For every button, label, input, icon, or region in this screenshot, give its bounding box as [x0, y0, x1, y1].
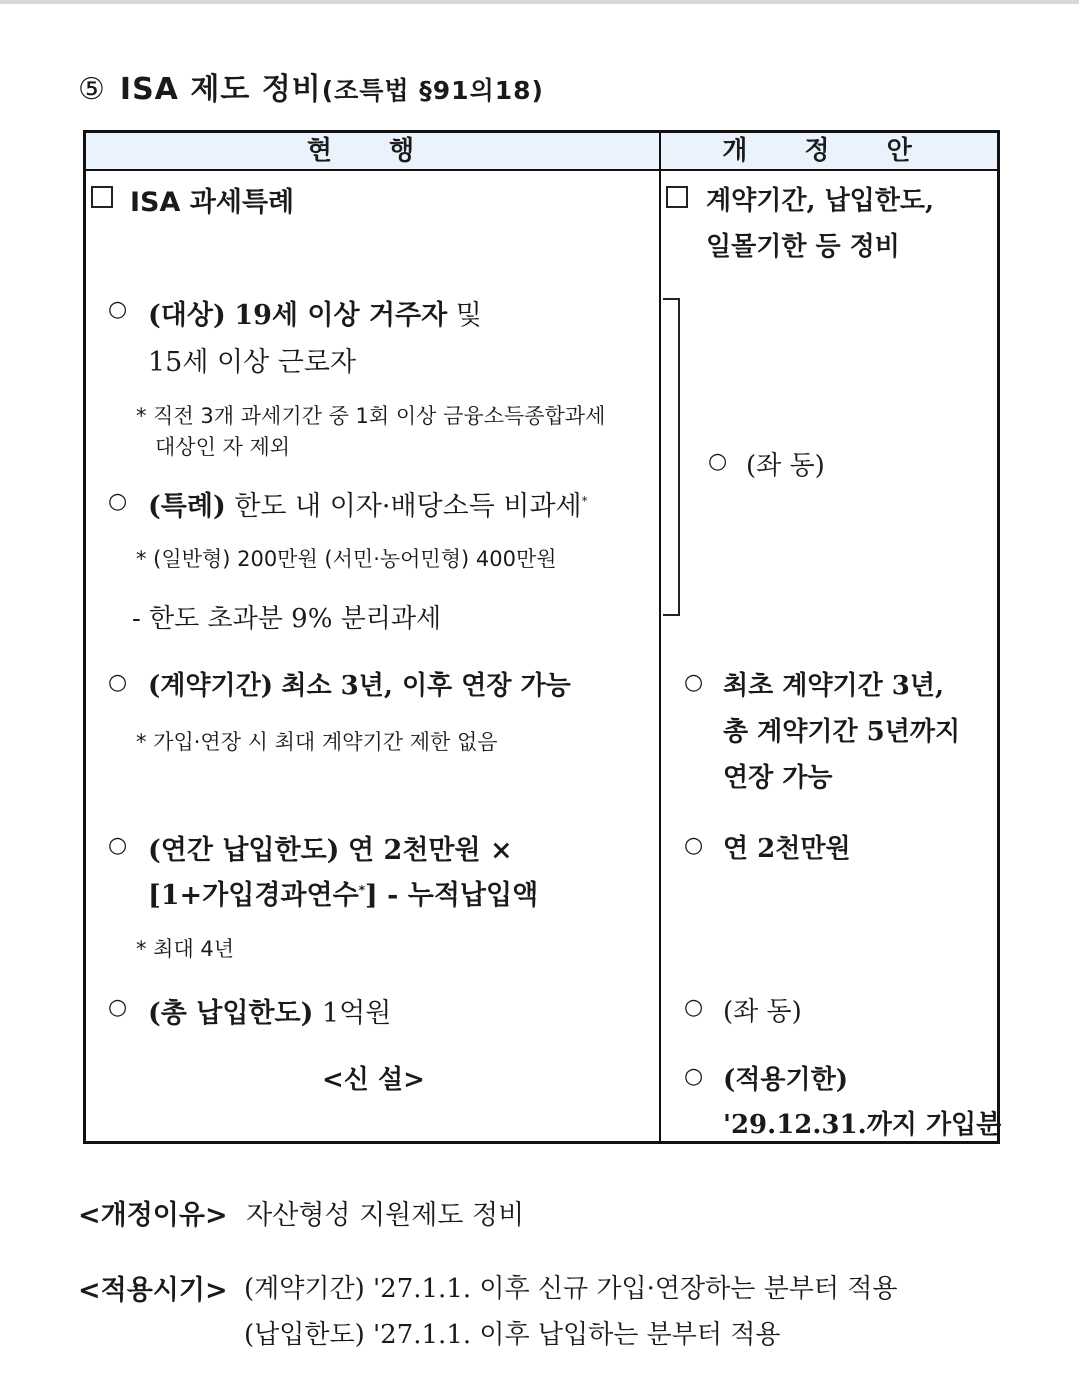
special-dash: - 한도 초과분 9% 분리과세 [132, 604, 442, 634]
same-as-left-1: (좌 동) [746, 451, 825, 481]
checkbox-square-icon [91, 186, 113, 208]
header-current: 현 행 [306, 136, 439, 166]
right-section-line1: 계약기간, 납입한도, [706, 186, 935, 216]
bullet-icon: ○ [108, 489, 128, 514]
checkbox-square-icon [666, 186, 688, 208]
right-contract-line1: 최초 계약기간 3년, [723, 671, 945, 701]
annual-line2-b: ] - 누적납입액 [364, 880, 539, 911]
bullet-icon: ○ [684, 670, 704, 695]
reason-line [78, 1193, 524, 1232]
special-line [148, 484, 588, 523]
deadline-label: (적용기한) [723, 1065, 849, 1095]
target-line [148, 293, 482, 332]
section-number: ⑤ [78, 72, 106, 107]
target-note-2: 대상인 자 제외 [155, 435, 291, 459]
bullet-icon: ○ [108, 670, 128, 695]
bullet-icon: ○ [108, 297, 128, 322]
special-note: * (일반형) 200만원 (서민·농어민형) 400만원 [136, 547, 557, 571]
reason-label: <개정이유> [78, 1200, 228, 1231]
special-label: (특례) [148, 491, 226, 522]
contract-note: * 가입·연장 시 최대 계약기간 제한 없음 [136, 730, 498, 754]
contract-line [148, 665, 571, 702]
annual-note: * 최대 4년 [136, 937, 235, 961]
section-title-law: (조특법 §91의18) [321, 76, 544, 105]
target-label: (대상) [148, 300, 226, 331]
bullet-icon: ○ [684, 1064, 704, 1089]
total-line [148, 991, 391, 1030]
annual-line [148, 828, 513, 867]
section-title [78, 64, 544, 108]
effective-label: <적용시기> [78, 1275, 228, 1306]
target-note-1: * 직전 3개 과세기간 중 1회 이상 금융소득종합과세 [136, 404, 606, 428]
target-rest: 및 [455, 300, 482, 331]
table-header-row [86, 133, 997, 171]
annual-line2-star: * [358, 883, 365, 897]
contract-label: (계약기간) [148, 671, 274, 701]
new-provision: <신 설> [322, 1065, 425, 1095]
bracket-line [663, 298, 680, 616]
left-section-title: ISA 과세특례 [130, 187, 295, 218]
special-text: 한도 내 이자·배당소득 비과세 [234, 491, 582, 522]
bullet-icon: ○ [684, 995, 704, 1020]
target-bold: 19세 이상 거주자 [234, 300, 448, 331]
target-line-2: 15세 이상 근로자 [148, 347, 357, 378]
annual-line2-a: [1+가입경과연수 [148, 880, 359, 911]
right-section-line2: 일몰기한 등 정비 [706, 232, 900, 262]
annual-label: (연간 납입한도) [148, 835, 340, 866]
bullet-icon: ○ [708, 449, 728, 474]
total-label: (총 납입한도) [148, 998, 314, 1029]
contract-text: 최소 3년, 이후 연장 가능 [281, 671, 571, 701]
bullet-icon: ○ [108, 995, 128, 1020]
bullet-icon: ○ [684, 833, 704, 858]
right-contract-line2: 총 계약기간 5년까지 [723, 717, 961, 747]
total-text: 1억원 [321, 998, 392, 1029]
special-star: * [581, 494, 588, 508]
annual-line-2 [148, 873, 538, 912]
bullet-icon: ○ [108, 833, 128, 858]
same-as-left-2: (좌 동) [723, 997, 802, 1027]
deadline-text: '29.12.31.까지 가입분 [723, 1110, 1002, 1140]
column-divider [659, 133, 661, 1141]
annual-text: 연 2천만원 × [348, 835, 513, 866]
right-contract-line3: 연장 가능 [723, 763, 833, 793]
header-proposed: 개 정 안 [722, 136, 936, 166]
section-title-main: ISA 제도 정비 [119, 72, 322, 107]
reason-text: 자산형성 지원제도 정비 [246, 1200, 525, 1231]
top-edge-line [0, 0, 1079, 4]
effective-line2: (납입한도) '27.1.1. 이후 납입하는 분부터 적용 [244, 1320, 781, 1350]
effective-line1: (계약기간) '27.1.1. 이후 신규 가입·연장하는 분부터 적용 [244, 1274, 898, 1304]
right-annual: 연 2천만원 [723, 834, 851, 864]
